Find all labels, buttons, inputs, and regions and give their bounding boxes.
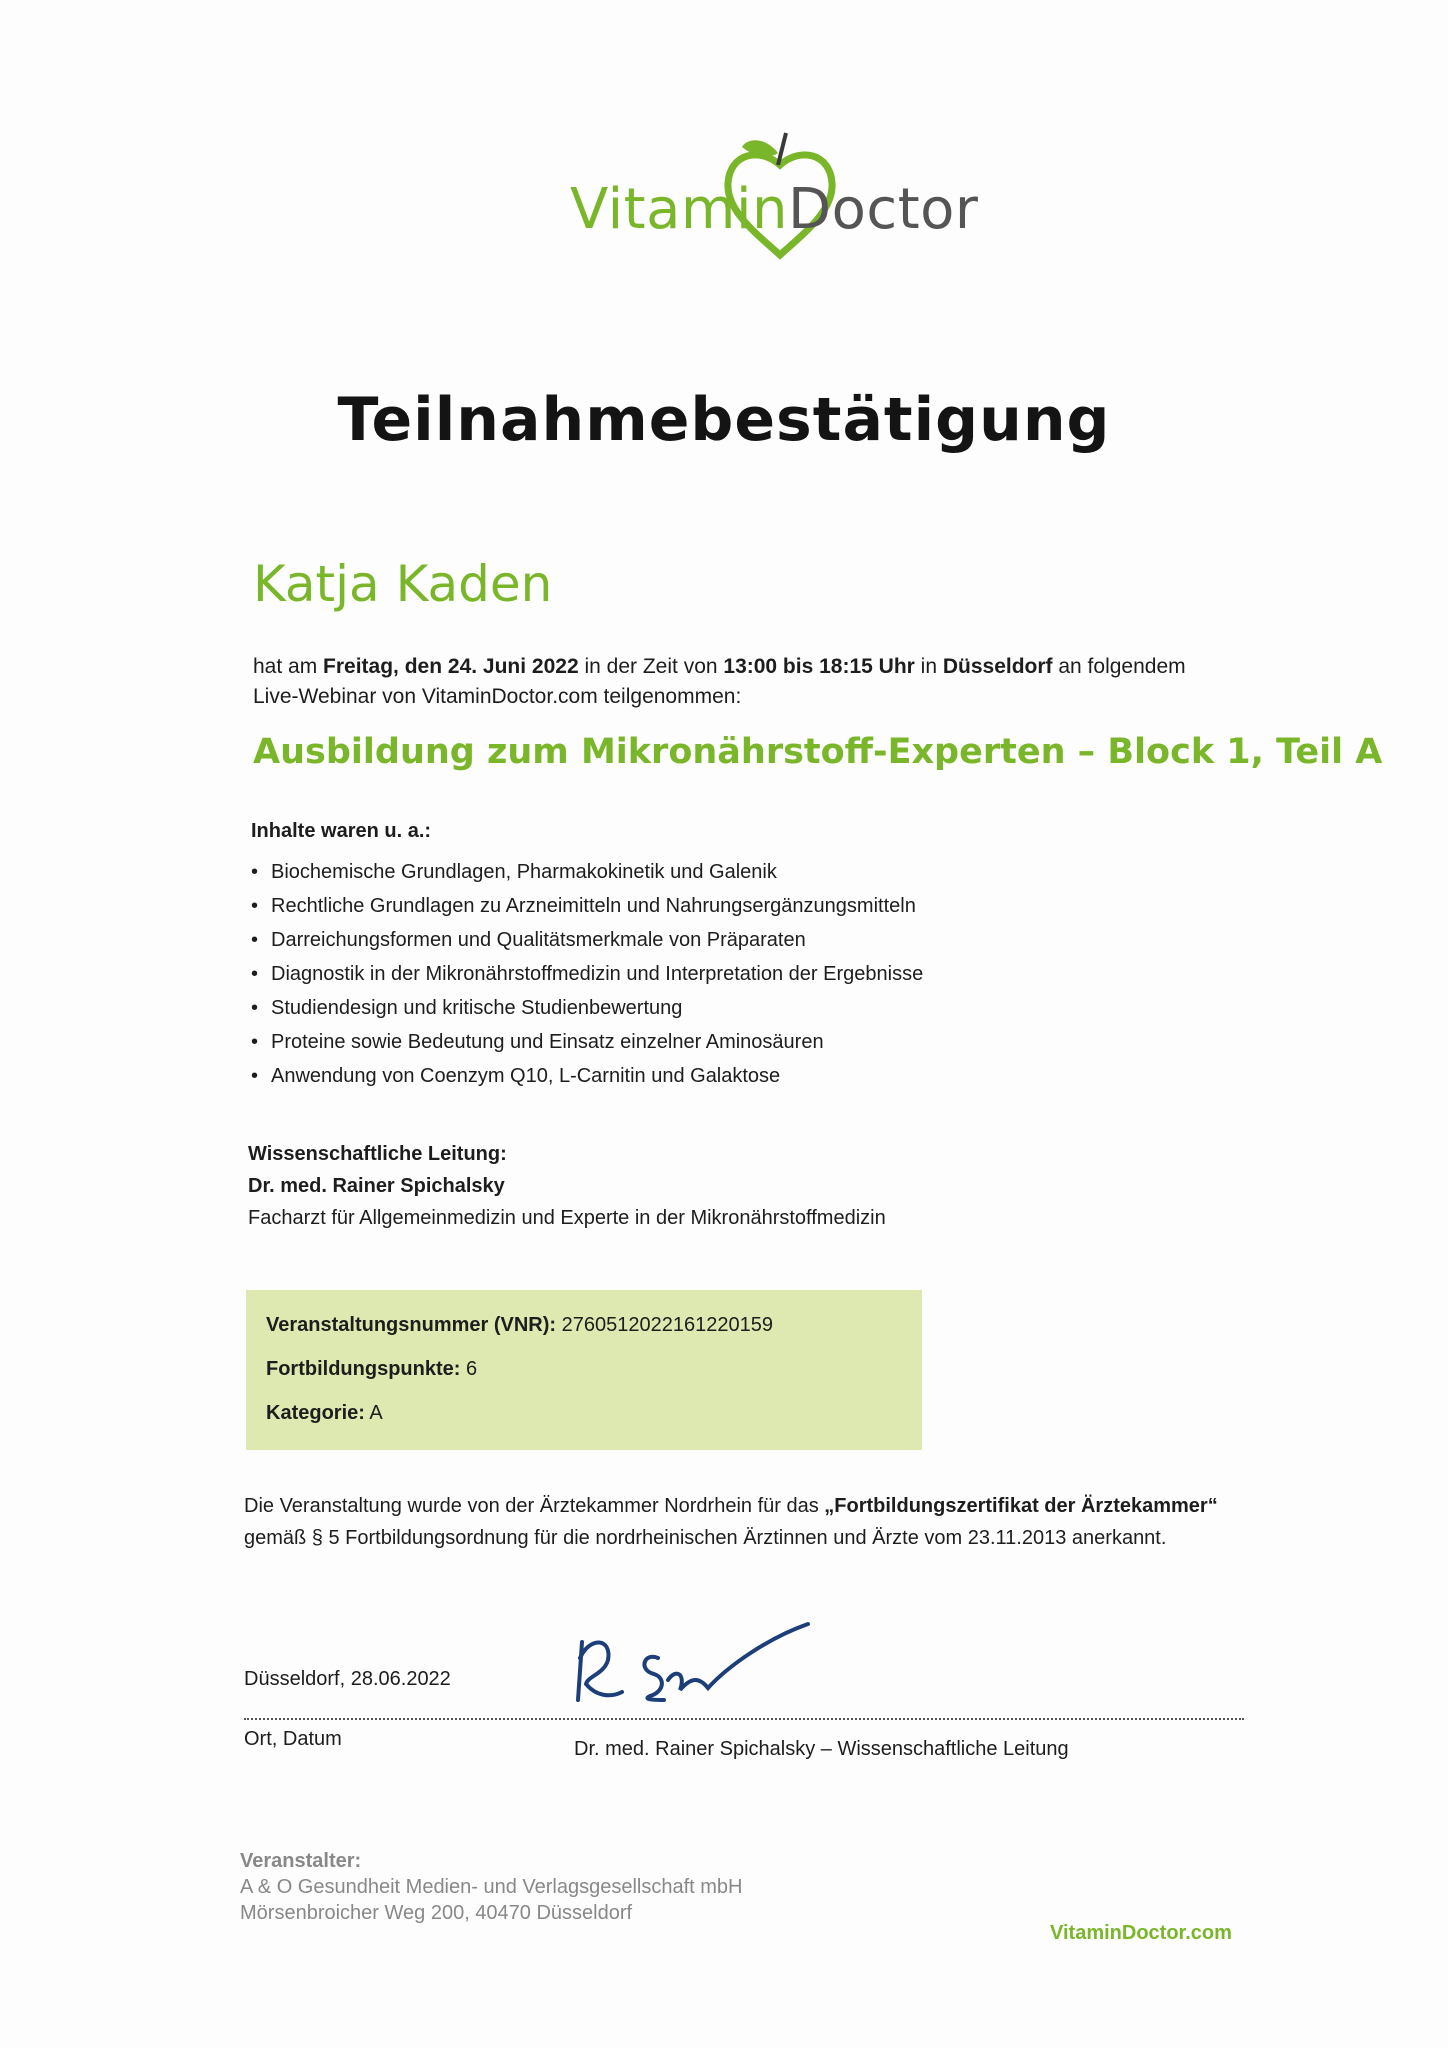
list-item: • Rechtliche Grundlagen zu Arzneimitteln und Nahrungsergänzungsmitteln <box>251 889 923 923</box>
list-item: • Studiendesign und kritische Studienbewertung <box>251 991 923 1025</box>
event-city: Düsseldorf <box>942 655 1053 678</box>
course-title: Ausbildung zum Mikronährstoff-Experten – Block 1, Teil A <box>253 732 1383 772</box>
organizer-heading: Veranstalter: <box>240 1850 362 1872</box>
vitamindoctor-logo <box>570 125 979 275</box>
contents-heading: Inhalte waren u. a.: <box>251 820 432 842</box>
event-details-box <box>246 1290 922 1450</box>
list-item: • Darreichungsformen und Qualitätsmerkmale von Präparaten <box>251 923 923 957</box>
points-row: Fortbildungspunkte: 6 <box>266 1358 478 1380</box>
lead-role: Facharzt für Allgemeinmedizin und Experte in der Mikronährstoffmedizin <box>248 1207 886 1229</box>
organizer-address: Mörsenbroicher Weg 200, 40470 Düsseldorf <box>240 1902 633 1924</box>
points-value: 6 <box>465 1358 478 1380</box>
lead-name: Dr. med. Rainer Spichalsky <box>248 1175 505 1197</box>
place-date: Düsseldorf, 28.06.2022 <box>244 1668 451 1690</box>
event-time: 13:00 bis 18:15 Uhr <box>723 655 915 678</box>
recognition-statement: Die Veranstaltung wurde von der Ärztekammer Nordrhein für das „Fortbildungszertifikat der Ärztekammer“ gemäß § 5 Fortbildungsordnung für die nordrheinischen Ärztinnen und Ärzte vom 23.11.2013 anerkannt. <box>244 1495 1218 1549</box>
signature-line <box>244 1718 1244 1720</box>
list-item: • Biochemische Grundlagen, Pharmakokinetik und Galenik <box>251 855 923 889</box>
website-url: VitaminDoctor.com <box>1050 1922 1232 1944</box>
logo-wordmark: VitaminDoctor <box>570 177 979 242</box>
attendance-statement: hat am Freitag, den 24. Juni 2022 in der Zeit von 13:00 bis 18:15 Uhr in Düsseldorf an folgendem Live-Webinar von VitaminDoctor.com teilgenommen: <box>253 655 1186 708</box>
list-item: • Anwendung von Coenzym Q10, L-Carnitin und Galaktose <box>251 1059 923 1093</box>
list-item: • Proteine sowie Bedeutung und Einsatz einzelner Aminosäuren <box>251 1025 923 1059</box>
handwritten-signature <box>568 1618 828 1718</box>
place-date-label: Ort, Datum <box>244 1728 342 1750</box>
topics-list <box>251 855 923 1093</box>
organizer-name: A & O Gesundheit Medien- und Verlagsgesellschaft mbH <box>240 1876 743 1898</box>
category-value: A <box>369 1402 383 1424</box>
vnr-value: 2760512022161220159 <box>561 1314 773 1336</box>
page-title: Teilnahmebestätigung <box>337 385 1111 455</box>
category-row: Kategorie: A <box>266 1402 383 1424</box>
lead-heading: Wissenschaftliche Leitung: <box>248 1143 507 1165</box>
event-date: Freitag, den 24. Juni 2022 <box>323 655 579 678</box>
participant-name: Katja Kaden <box>253 555 553 613</box>
vnr-row: Veranstaltungsnummer (VNR): 2760512022161220159 <box>266 1314 773 1336</box>
scientific-lead <box>248 1138 886 1234</box>
organizer-block <box>240 1848 743 1926</box>
signature-label: Dr. med. Rainer Spichalsky – Wissenschaftliche Leitung <box>574 1738 1069 1760</box>
list-item: • Diagnostik in der Mikronährstoffmedizin und Interpretation der Ergebnisse <box>251 957 923 991</box>
